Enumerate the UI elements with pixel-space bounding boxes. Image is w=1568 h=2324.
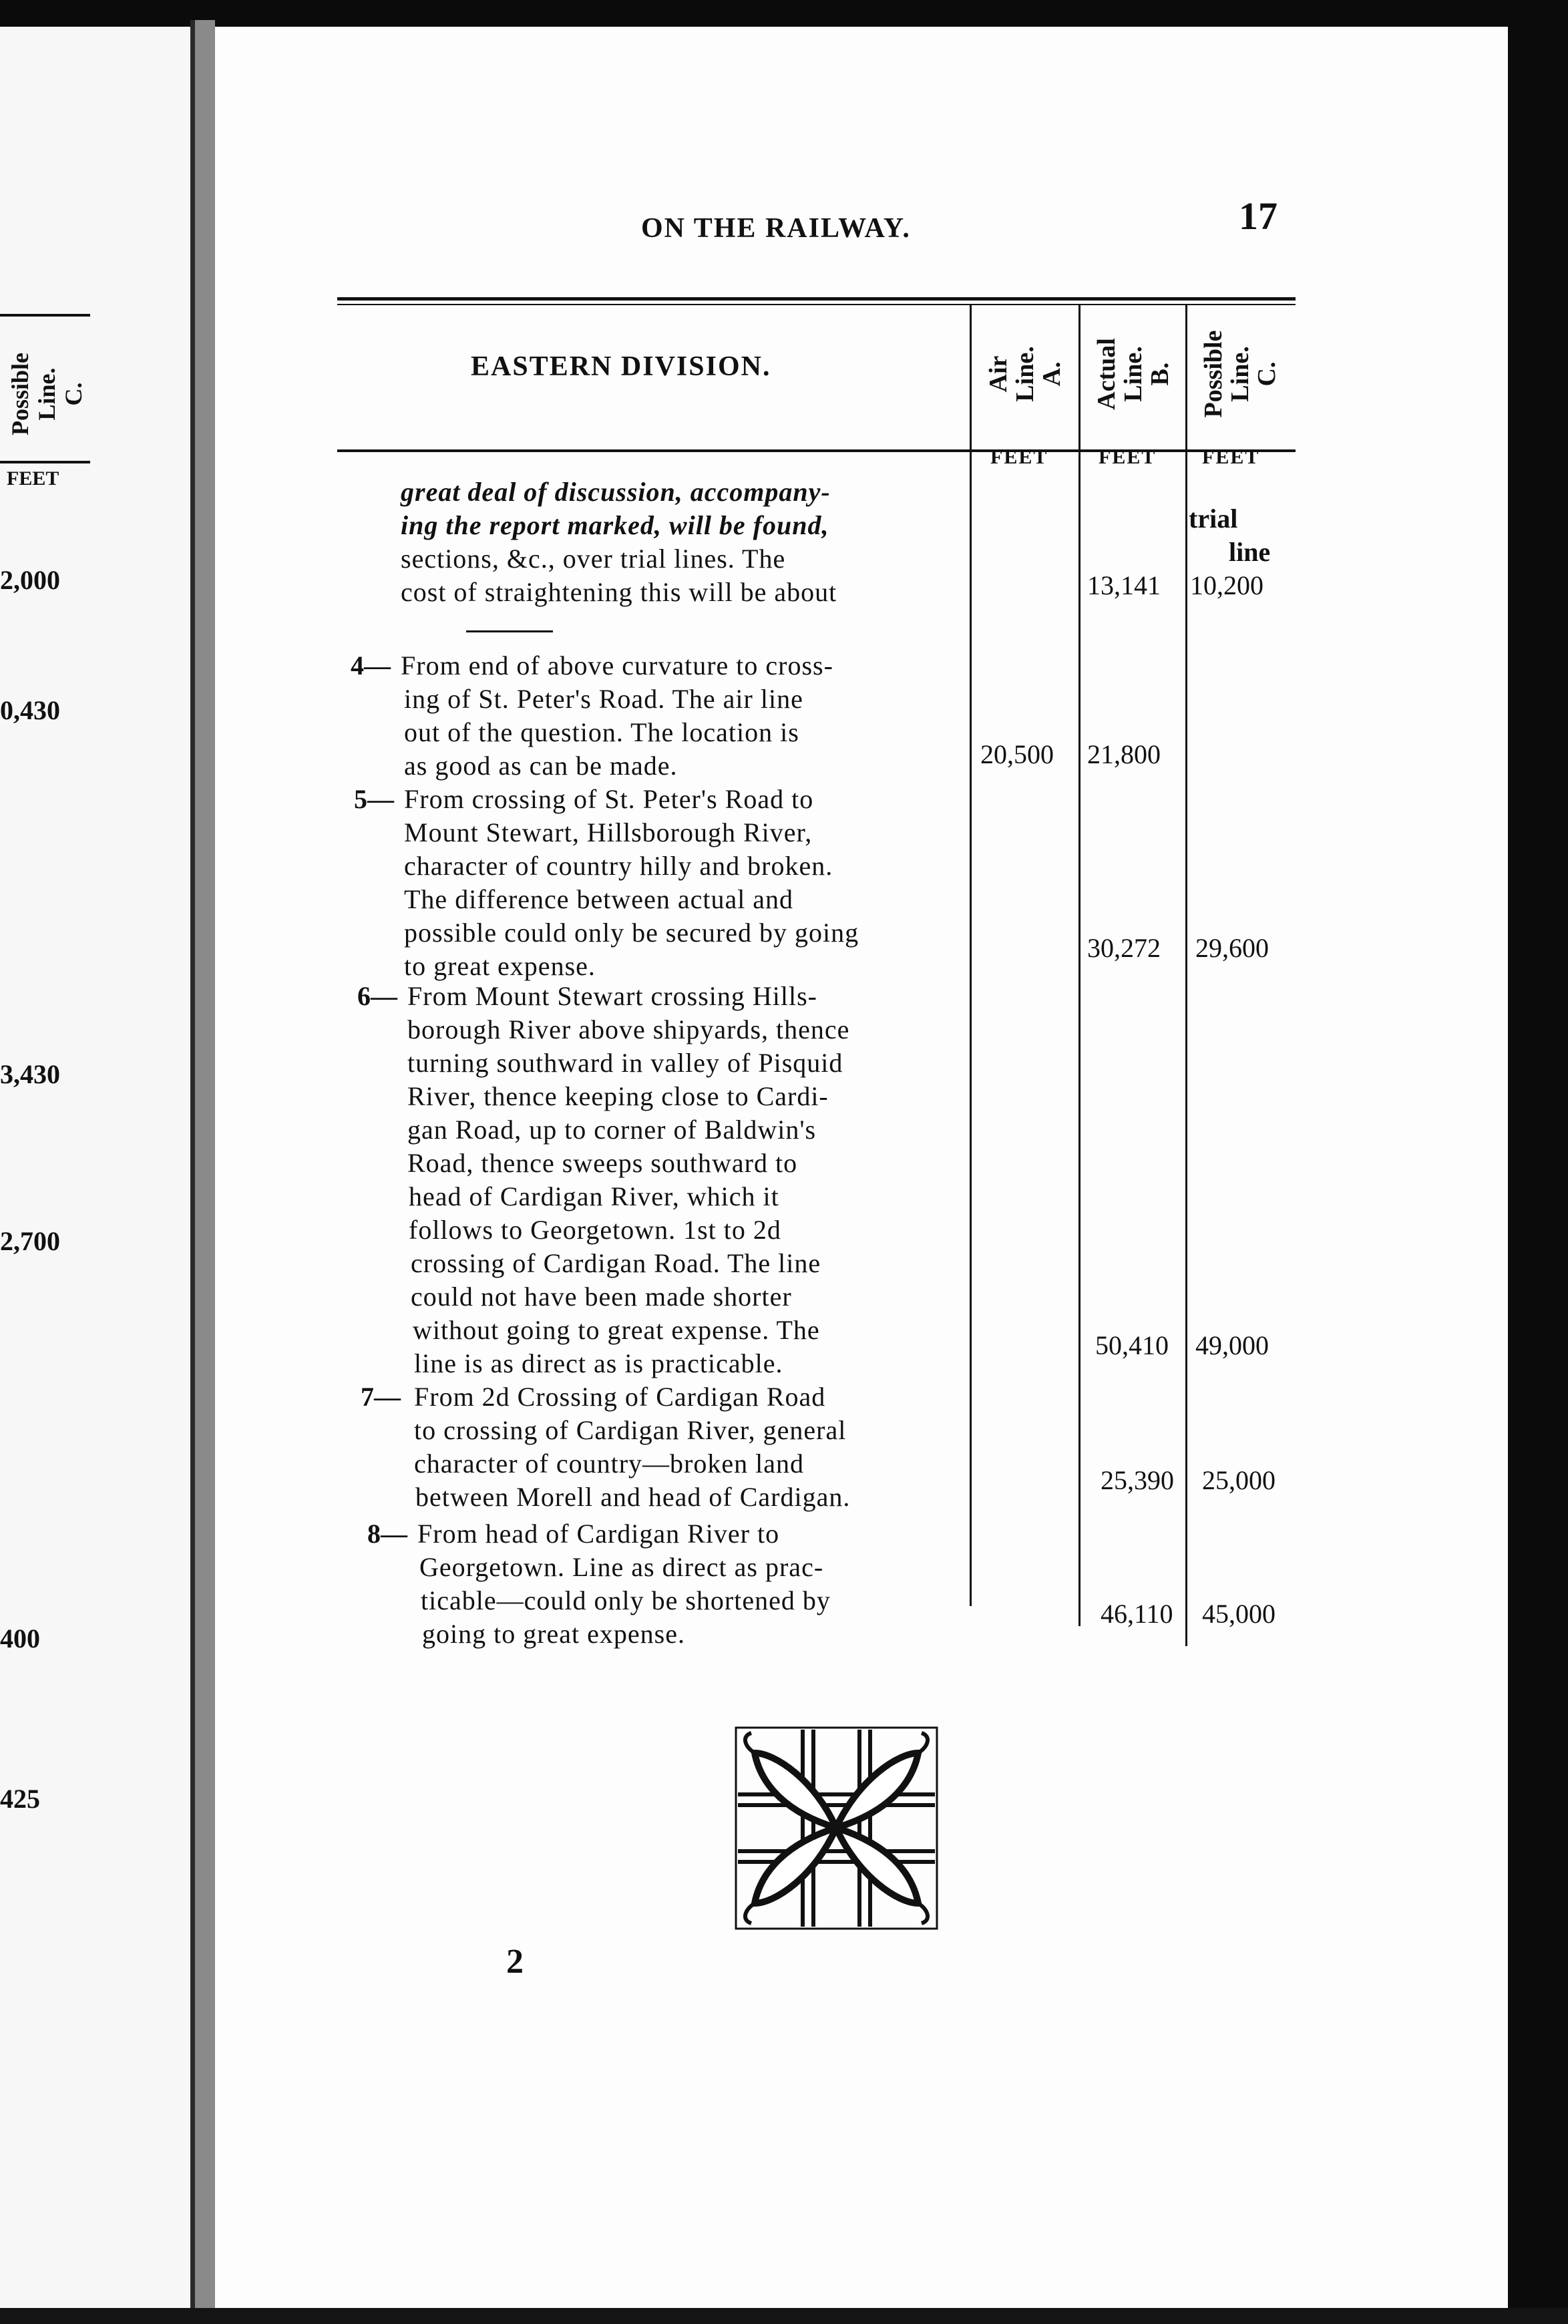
row-text-line: borough River above shipyards, thence <box>407 1014 850 1044</box>
row-text-line: From end of above curvature to cross- <box>401 650 833 681</box>
division-title: EASTERN DIVISION. <box>471 351 771 382</box>
column-header-line: Actual <box>1093 338 1121 410</box>
short-rule <box>466 630 553 632</box>
scan-edge-right <box>1508 0 1568 2324</box>
row-text-line: turning southward in valley of Pisquid <box>407 1048 843 1078</box>
possible-value: 29,600 <box>1195 933 1269 963</box>
item-number: 5— <box>354 784 394 814</box>
row-text-line: ticable—could only be shortened by <box>421 1585 831 1615</box>
facing-col-header-line3: C. <box>60 382 87 406</box>
air-value: 20,500 <box>980 739 1054 769</box>
row-text-line: crossing of Cardigan Road. The line <box>411 1248 821 1278</box>
row-text-line: to crossing of Cardigan River, general <box>414 1415 847 1445</box>
row-text-line: between Morell and head of Cardigan. <box>415 1482 851 1512</box>
units-actual: FEET <box>1099 446 1157 468</box>
column-header-line: C. <box>1253 361 1281 387</box>
column-divider <box>970 304 972 1606</box>
column-header-line: A. <box>1038 361 1066 387</box>
column-header-actual <box>1080 304 1187 431</box>
row-text-line: line is as direct as is practicable. <box>414 1348 783 1378</box>
units-air: FEET <box>990 446 1048 468</box>
row-text-line: Road, thence sweeps southward to <box>407 1148 798 1178</box>
possible-note: trial <box>1189 504 1238 534</box>
column-header-line: Line. <box>1011 346 1039 402</box>
row-text-line: Georgetown. Line as direct as prac- <box>419 1552 824 1582</box>
row-text-line: The difference between actual and <box>404 884 794 914</box>
row-text-line: possible could only be secured by going <box>404 918 859 948</box>
row-text-line: ing of St. Peter's Road. The air line <box>404 684 803 714</box>
column-divider <box>1185 304 1187 1646</box>
table-rule-top <box>337 297 1296 301</box>
possible-value: 10,200 <box>1190 570 1263 600</box>
signature-mark: 2 <box>506 1943 524 1981</box>
facing-page-units: FEET <box>7 467 59 490</box>
facing-value: 425 <box>0 1784 40 1814</box>
column-header-line: Line. <box>1226 346 1254 402</box>
column-header-line: Air <box>984 355 1012 393</box>
row-text-line: River, thence keeping close to Cardi- <box>407 1081 829 1111</box>
row-text-line: character of country—broken land <box>414 1448 804 1479</box>
row-text-line: out of the question. The location is <box>404 717 799 747</box>
units-possible: FEET <box>1202 446 1260 468</box>
row-text-line: to great expense. <box>404 951 596 981</box>
row-text-line: Mount Stewart, Hillsborough River, <box>404 817 813 847</box>
row-text-line: going to great expense. <box>422 1619 685 1649</box>
actual-value: 13,141 <box>1087 570 1161 600</box>
running-head: ON THE RAILWAY. <box>641 213 911 244</box>
celtic-knot-ornament-icon <box>735 1726 938 1930</box>
actual-value: 25,390 <box>1101 1465 1174 1495</box>
facing-page-rule-mid <box>0 461 90 463</box>
row-text-line: From 2d Crossing of Cardigan Road <box>414 1382 826 1412</box>
facing-col-header-line2: Line. <box>33 367 60 421</box>
possible-value: 25,000 <box>1202 1465 1276 1495</box>
item-number: 8— <box>367 1519 407 1549</box>
column-divider <box>1079 304 1081 1626</box>
possible-value: 49,000 <box>1195 1330 1269 1360</box>
row-text-line: without going to great expense. The <box>413 1315 820 1345</box>
row-text-line: could not have been made shorter <box>411 1282 792 1312</box>
facing-value: 2,000 <box>0 565 60 595</box>
column-header-line: Line. <box>1119 346 1147 402</box>
actual-value: 50,410 <box>1095 1330 1169 1360</box>
intro-text-line: cost of straightening this will be about <box>401 577 837 607</box>
facing-value: 3,430 <box>0 1059 60 1089</box>
column-header-line: B. <box>1146 362 1174 386</box>
column-header-possible <box>1187 304 1294 431</box>
facing-col-header-line1: Possible <box>7 353 33 436</box>
row-text-line: gan Road, up to corner of Baldwin's <box>407 1115 817 1145</box>
item-number: 6— <box>357 981 397 1011</box>
intro-text-line: great deal of discussion, accompany- <box>401 477 831 507</box>
row-text-line: follows to Georgetown. 1st to 2d <box>409 1215 781 1245</box>
facing-value: 2,700 <box>0 1226 60 1256</box>
scan-edge-bottom <box>0 2308 1568 2324</box>
page-number: 17 <box>1239 194 1278 238</box>
row-text-line: From crossing of St. Peter's Road to <box>404 784 814 814</box>
item-number: 4— <box>351 650 391 681</box>
column-header-air <box>972 304 1079 431</box>
facing-value: 400 <box>0 1623 40 1654</box>
row-text-line: From head of Cardigan River to <box>417 1519 780 1549</box>
column-header-line: Possible <box>1199 330 1227 418</box>
page-gutter <box>195 20 215 2324</box>
intro-text-line: sections, &c., over trial lines. The <box>401 544 786 574</box>
intro-text-line: ing the report marked, will be found, <box>401 510 829 540</box>
row-text-line: character of country hilly and broken. <box>404 851 833 881</box>
facing-value: 0,430 <box>0 695 60 725</box>
actual-value: 46,110 <box>1101 1599 1173 1629</box>
facing-page-column-header <box>0 314 90 447</box>
row-text-line: as good as can be made. <box>404 751 678 781</box>
row-text-line: From Mount Stewart crossing Hills- <box>407 981 817 1011</box>
actual-value: 21,800 <box>1087 739 1161 769</box>
actual-value: 30,272 <box>1087 933 1161 963</box>
scan-edge-top <box>0 0 1568 27</box>
possible-value: 45,000 <box>1202 1599 1276 1629</box>
item-number: 7— <box>361 1382 401 1412</box>
possible-note: line <box>1229 537 1271 567</box>
row-text-line: head of Cardigan River, which it <box>409 1181 779 1211</box>
